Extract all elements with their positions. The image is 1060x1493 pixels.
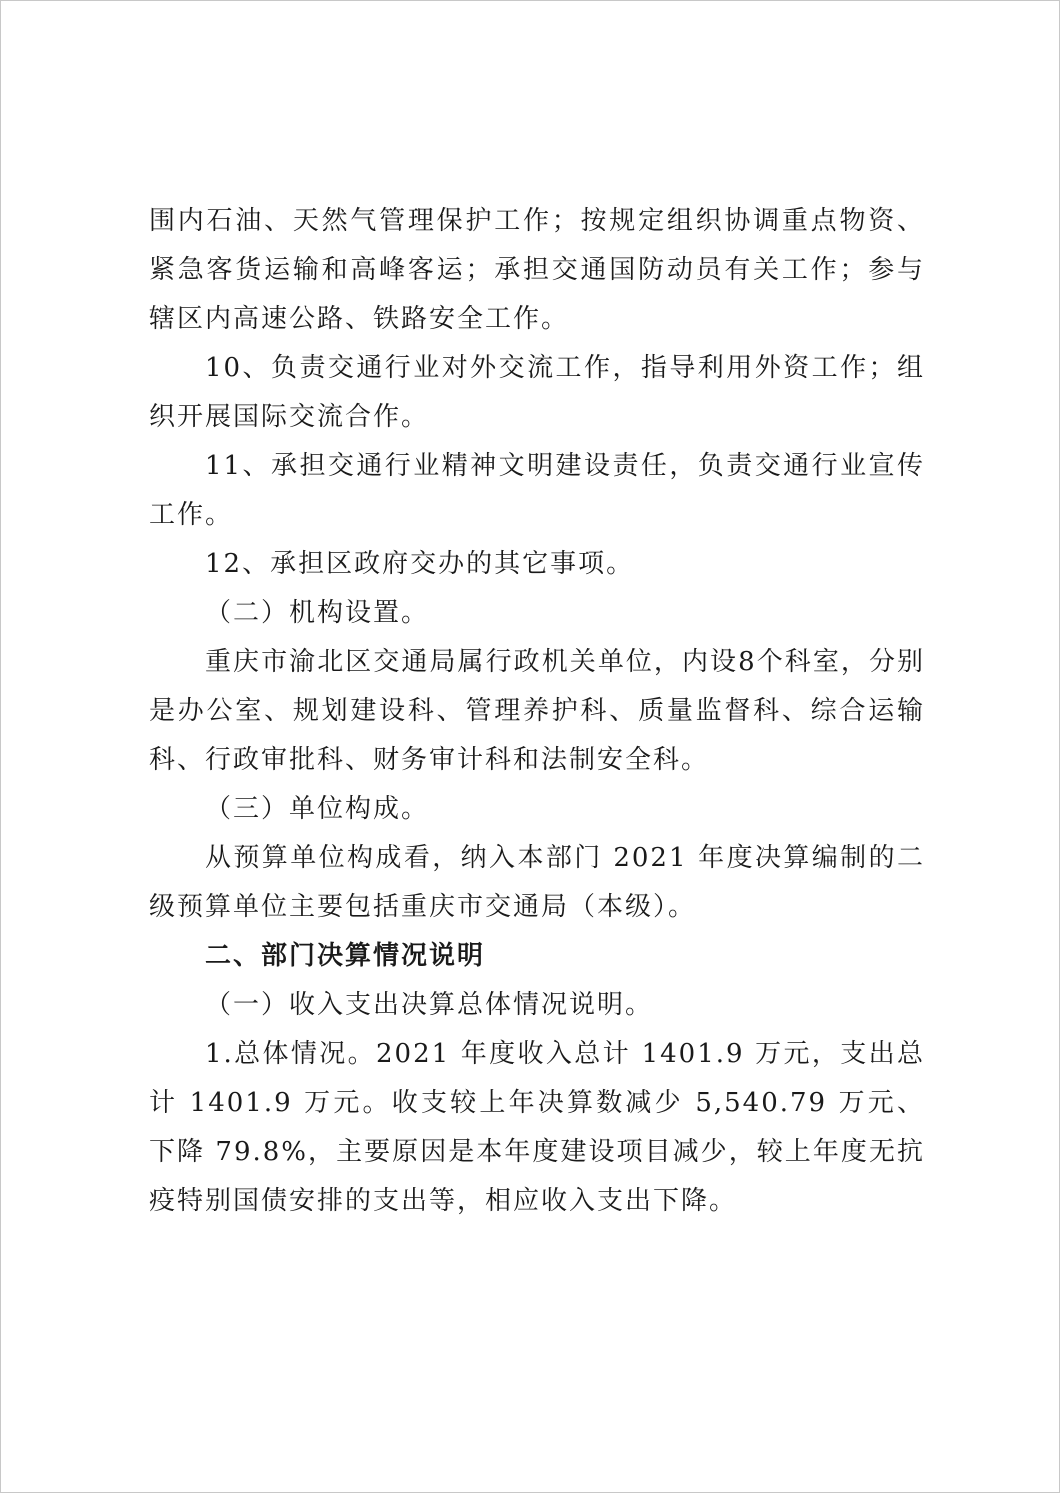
paragraph-item-12: 12、承担区政府交办的其它事项。	[205, 549, 635, 579]
paragraph-item-10: 10、负责交通行业对外交流工作，指导利用外资工作；组织开展国际交流合作。	[149, 353, 925, 432]
paragraph-organization: 重庆市渝北区交通局属行政机关单位，内设8个科室，分别是办公室、规划建设科、管理养护科、质量监督科、综合运输科、行政审批科、财务审计科和法制安全科。	[149, 647, 925, 775]
paragraph-overall-situation: 1.总体情况。2021 年度收入总计 1401.9 万元，支出总计 1401.9 万元。收支较上年决算数减少 5,540.79 万元、下降 79.8%，主要原因是本年度建设项目减少，较上年度无抗疫特别国债安排的支出等，相应收入支出下降。	[149, 1039, 925, 1216]
subheading-income-expenditure: （一）收入支出决算总体情况说明。	[205, 990, 654, 1020]
paragraph-duties-continued: 围内石油、天然气管理保护工作；按规定组织协调重点物资、紧急客货运输和高峰客运；承担交通国防动员有关工作；参与辖区内高速公路、铁路安全工作。	[149, 206, 925, 334]
subheading-unit-composition: （三）单位构成。	[205, 794, 430, 824]
paragraph-unit-composition: 从预算单位构成看，纳入本部门 2021 年度决算编制的二级预算单位主要包括重庆市交通局（本级）。	[149, 843, 925, 922]
section-heading-final-accounts: 二、部门决算情况说明	[205, 941, 486, 971]
document-body	[149, 197, 925, 1226]
subheading-organization: （二）机构设置。	[205, 598, 430, 628]
paragraph-item-11: 11、承担交通行业精神文明建设责任，负责交通行业宣传工作。	[149, 451, 925, 530]
